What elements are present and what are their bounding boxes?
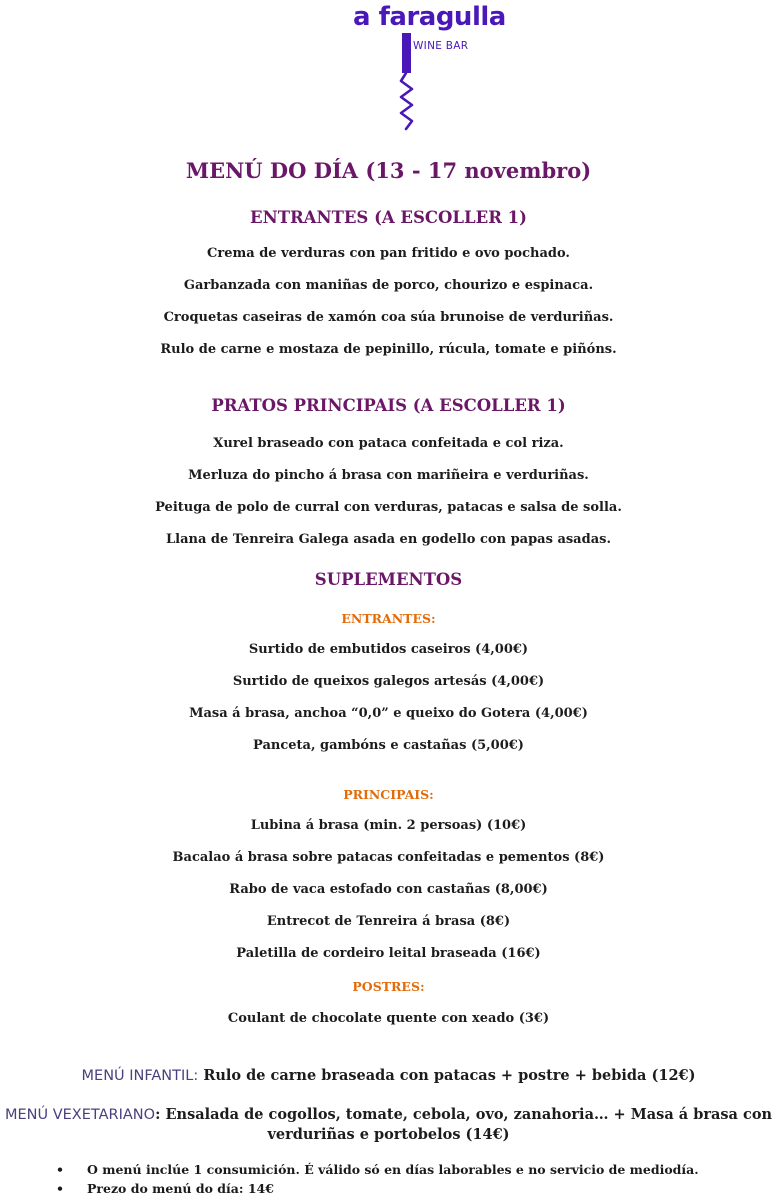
supplement-item: Masa á brasa, anchoa “0,0” e queixo do Gotera (4,00€) bbox=[189, 706, 588, 721]
menu-vexetariano-text: : Ensalada de cogollos, tomate, cebola, ovo, zanahoria… + Masa á brasa con bbox=[155, 1106, 773, 1123]
supplement-item: Surtido de queixos galegos artesás (4,00€) bbox=[232, 674, 545, 689]
bullet-icon: • bbox=[56, 1181, 64, 1196]
menu-vexetariano-label: MENÚ VEXETARIANO bbox=[4, 1107, 156, 1123]
subsection-principais-label: PRINCIPAIS: bbox=[343, 787, 434, 802]
menu-item: Peituga de polo de curral con verduras, patacas e salsa de solla. bbox=[155, 500, 622, 515]
menu-infantil-label: MENÚ INFANTIL: bbox=[81, 1068, 199, 1084]
supplement-item: Entrecot de Tenreira á brasa (8€) bbox=[266, 914, 511, 929]
corkscrew-icon bbox=[392, 33, 422, 138]
note-text: Prezo do menú do día: 14€ bbox=[87, 1181, 274, 1196]
logo-name: a faragulla bbox=[353, 2, 506, 32]
menu-infantil-text: Rulo de carne braseada con patacas + postre + bebida (12€) bbox=[198, 1067, 696, 1084]
supplement-item: Paletilla de cordeiro leital braseada (16€) bbox=[236, 946, 541, 961]
subsection-entrantes-label: ENTRANTES: bbox=[341, 611, 436, 626]
supplement-item: Lubina á brasa (min. 2 persoas) (10€) bbox=[250, 818, 527, 833]
logo bbox=[340, 0, 506, 140]
note-item bbox=[56, 1162, 699, 1181]
supplement-item: Bacalao á brasa sobre patacas confeitadas e pementos (8€) bbox=[172, 850, 605, 865]
menu-vexetariano-text-cont: verduriñas e portobelos (14€) bbox=[267, 1126, 510, 1143]
supplement-item: Coulant de chocolate quente con xeado (3€) bbox=[227, 1011, 550, 1026]
menu-item: Merluza do pincho á brasa con mariñeira e verduriñas. bbox=[188, 468, 589, 483]
menu-item: Croquetas caseiras de xamón coa súa brunoise de verduriñas. bbox=[163, 310, 614, 325]
menu-item: Crema de verduras con pan fritido e ovo pochado. bbox=[207, 246, 570, 261]
supplement-item: Surtido de embutidos caseiros (4,00€) bbox=[248, 642, 529, 657]
menu-infantil bbox=[0, 1066, 777, 1086]
supplement-item: Rabo de vaca estofado con castañas (8,00€) bbox=[229, 882, 548, 897]
menu-vexetariano bbox=[0, 1105, 777, 1145]
menu-item: Xurel braseado con pataca confeitada e col riza. bbox=[213, 436, 564, 451]
logo-tagline: WINE BAR bbox=[413, 40, 469, 52]
supplement-item: Panceta, gambóns e castañas (5,00€) bbox=[253, 738, 524, 753]
section-entrantes-heading: ENTRANTES (A ESCOLLER 1) bbox=[250, 208, 527, 227]
section-suplementos-heading: SUPLEMENTOS bbox=[314, 570, 463, 589]
menu-item: Llana de Tenreira Galega asada en godello con papas asadas. bbox=[166, 532, 611, 547]
note-item bbox=[56, 1181, 699, 1200]
bullet-icon: • bbox=[56, 1162, 64, 1177]
subsection-postres-label: POSTRES: bbox=[352, 979, 425, 994]
notes-list bbox=[56, 1162, 699, 1200]
note-text: O menú inclúe 1 consumición. É válido só en días laborables e no servicio de mediodía. bbox=[87, 1162, 699, 1177]
menu-item: Rulo de carne e mostaza de pepinillo, rúcula, tomate e piñóns. bbox=[160, 342, 617, 357]
menu-item: Garbanzada con maniñas de porco, chourizo e espinaca. bbox=[183, 278, 594, 293]
section-pratos-heading: PRATOS PRINCIPAIS (A ESCOLLER 1) bbox=[211, 396, 566, 415]
page-title: MENÚ DO DÍA (13 - 17 novembro) bbox=[185, 158, 592, 183]
